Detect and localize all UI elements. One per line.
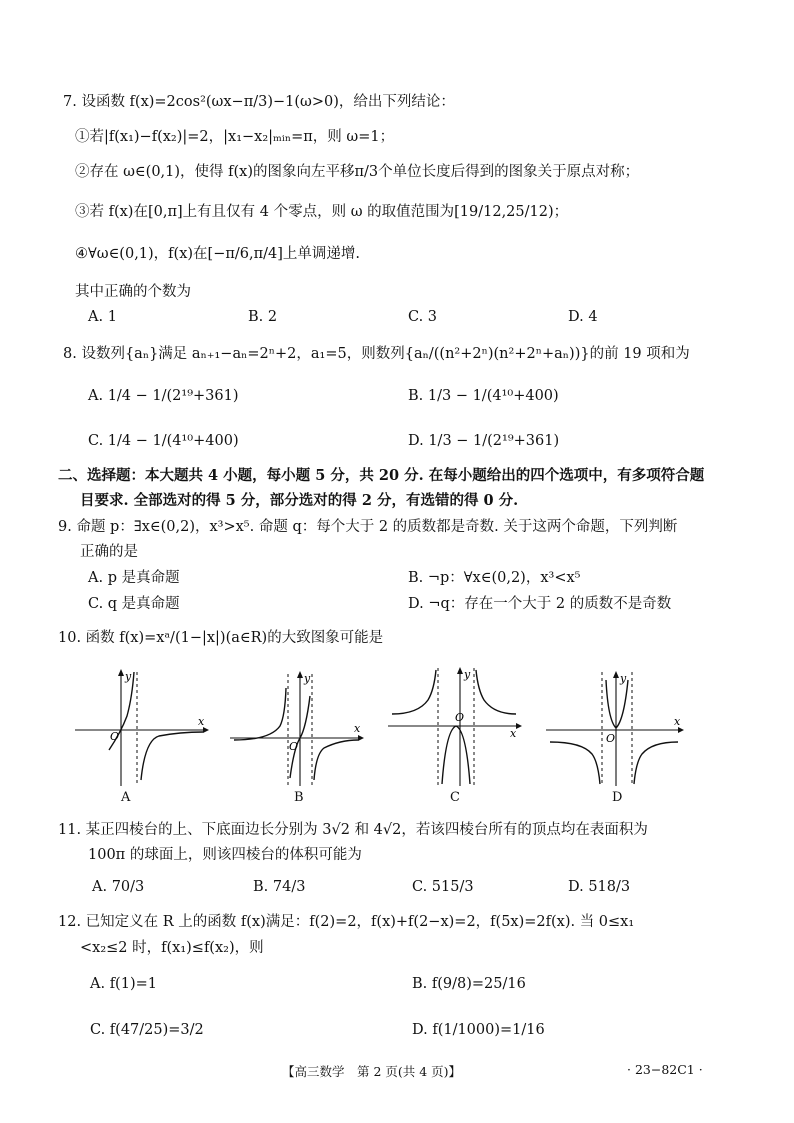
q7-option-c: C. 3 [408, 309, 438, 325]
q7-option-b: B. 2 [248, 309, 278, 325]
q11-option-d: D. 518/3 [568, 879, 631, 895]
q11-option-c: C. 515/3 [412, 879, 474, 895]
q9-stem: 9. 命题 p：∃x∈(0,2)，x³>x⁵. 命题 q：每个大于 2 的质数都是奇数. 关于这两个命题，下列判断 [58, 519, 678, 535]
q7-option-a: A. 1 [88, 309, 117, 325]
q8-stem: 8. 设数列{aₙ}满足 aₙ₊₁−aₙ=2ⁿ+2，a₁=5，则数列{aₙ/((n²+2ⁿ)(n²+2ⁿ+aₙ))}的前 19 项和为 [63, 346, 690, 362]
q8-option-a: A. 1/4 − 1/(2¹⁹+361) [88, 388, 239, 404]
q12-stem-cont: <x₂≤2 时，f(x₁)≤f(x₂)，则 [80, 940, 264, 956]
page-footer: 【高三数学 第 2 页(共 4 页)】 [282, 1064, 462, 1079]
section-2-heading-cont: 目要求. 全部选对的得 5 分，部分选对的得 2 分，有选错的得 0 分. [80, 492, 519, 509]
q8-option-d: D. 1/3 − 1/(2¹⁹+361) [408, 433, 560, 449]
q8-option-c: C. 1/4 − 1/(4¹⁰+400) [88, 433, 239, 449]
q7-stem: 7. 设函数 f(x)=2cos²(ωx−π/3)−1(ω>0)，给出下列结论： [63, 94, 455, 110]
graph-a-x-label: x [198, 715, 205, 728]
section-2-heading: 二、选择题：本大题共 4 小题，每小题 5 分，共 20 分. 在每小题给出的四个选项中，有多项符合题 [58, 467, 705, 484]
graph-a-y-label: y [125, 670, 132, 683]
graph-c-x-label: x [510, 727, 517, 740]
paper-code: · 23−82C1 · [627, 1062, 703, 1077]
q11-stem: 11. 某正四棱台的上、下底面边长分别为 3√2 和 4√2，若该四棱台所有的顶点均在表面积为 [58, 822, 648, 838]
q7-statement-3: ③若 f(x)在[0,π]上有且仅有 4 个零点，则 ω 的取值范围为[19/12,25/12)； [75, 204, 569, 220]
q12-option-c: C. f(47/25)=3/2 [90, 1022, 204, 1038]
graph-b-origin: O [289, 740, 299, 753]
graph-b-y-label: y [304, 672, 311, 685]
q12-option-b: B. f(9/8)=25/16 [412, 976, 526, 992]
q12-option-a: A. f(1)=1 [90, 976, 157, 992]
graph-d [546, 668, 686, 788]
q7-option-d: D. 4 [568, 309, 598, 325]
graph-a-label: A [121, 790, 131, 805]
q9-stem-cont: 正确的是 [80, 544, 138, 560]
q9-option-a: A. p 是真命题 [88, 570, 180, 586]
q10-stem: 10. 函数 f(x)=xᵃ/(1−|x|)(a∈R)的大致图象可能是 [58, 630, 384, 646]
q9-option-c: C. q 是真命题 [88, 596, 180, 612]
graph-d-label: D [612, 790, 623, 805]
graph-d-y-label: y [620, 672, 627, 685]
graph-b-x-label: x [354, 722, 361, 735]
graph-a-origin: O [110, 730, 120, 743]
q7-statement-1: ①若|f(x₁)−f(x₂)|=2，|x₁−x₂|ₘᵢₙ=π，则 ω=1； [75, 129, 395, 145]
q12-stem: 12. 已知定义在 R 上的函数 f(x)满足：f(2)=2，f(x)+f(2−x)=2，f(5x)=2f(x). 当 0≤x₁ [58, 914, 635, 930]
graph-d-origin: O [606, 732, 616, 745]
q11-stem-cont: 100π 的球面上，则该四棱台的体积可能为 [88, 847, 362, 863]
q11-option-b: B. 74/3 [253, 879, 306, 895]
graph-b [230, 668, 365, 788]
graph-a [75, 668, 210, 788]
q9-option-b: B. ¬p：∀x∈(0,2)，x³<x⁵ [408, 570, 581, 586]
graph-c-y-label: y [464, 668, 471, 681]
graph-b-label: B [294, 790, 304, 805]
q7-statement-2: ②存在 ω∈(0,1)，使得 f(x)的图象向左平移π/3个单位长度后得到的图象关于原点对称； [75, 164, 640, 180]
q12-option-d: D. f(1/1000)=1/16 [412, 1022, 545, 1038]
q11-option-a: A. 70/3 [92, 879, 145, 895]
q7-statement-4: ④∀ω∈(0,1)，f(x)在[−π/6,π/4]上单调递增. [75, 246, 361, 262]
graph-c-label: C [450, 790, 460, 805]
graph-d-x-label: x [674, 715, 681, 728]
q9-option-d: D. ¬q：存在一个大于 2 的质数不是奇数 [408, 596, 672, 612]
graph-c-origin: O [455, 711, 465, 724]
graph-c [388, 664, 523, 788]
q7-question: 其中正确的个数为 [75, 284, 191, 300]
q8-option-b: B. 1/3 − 1/(4¹⁰+400) [408, 388, 559, 404]
